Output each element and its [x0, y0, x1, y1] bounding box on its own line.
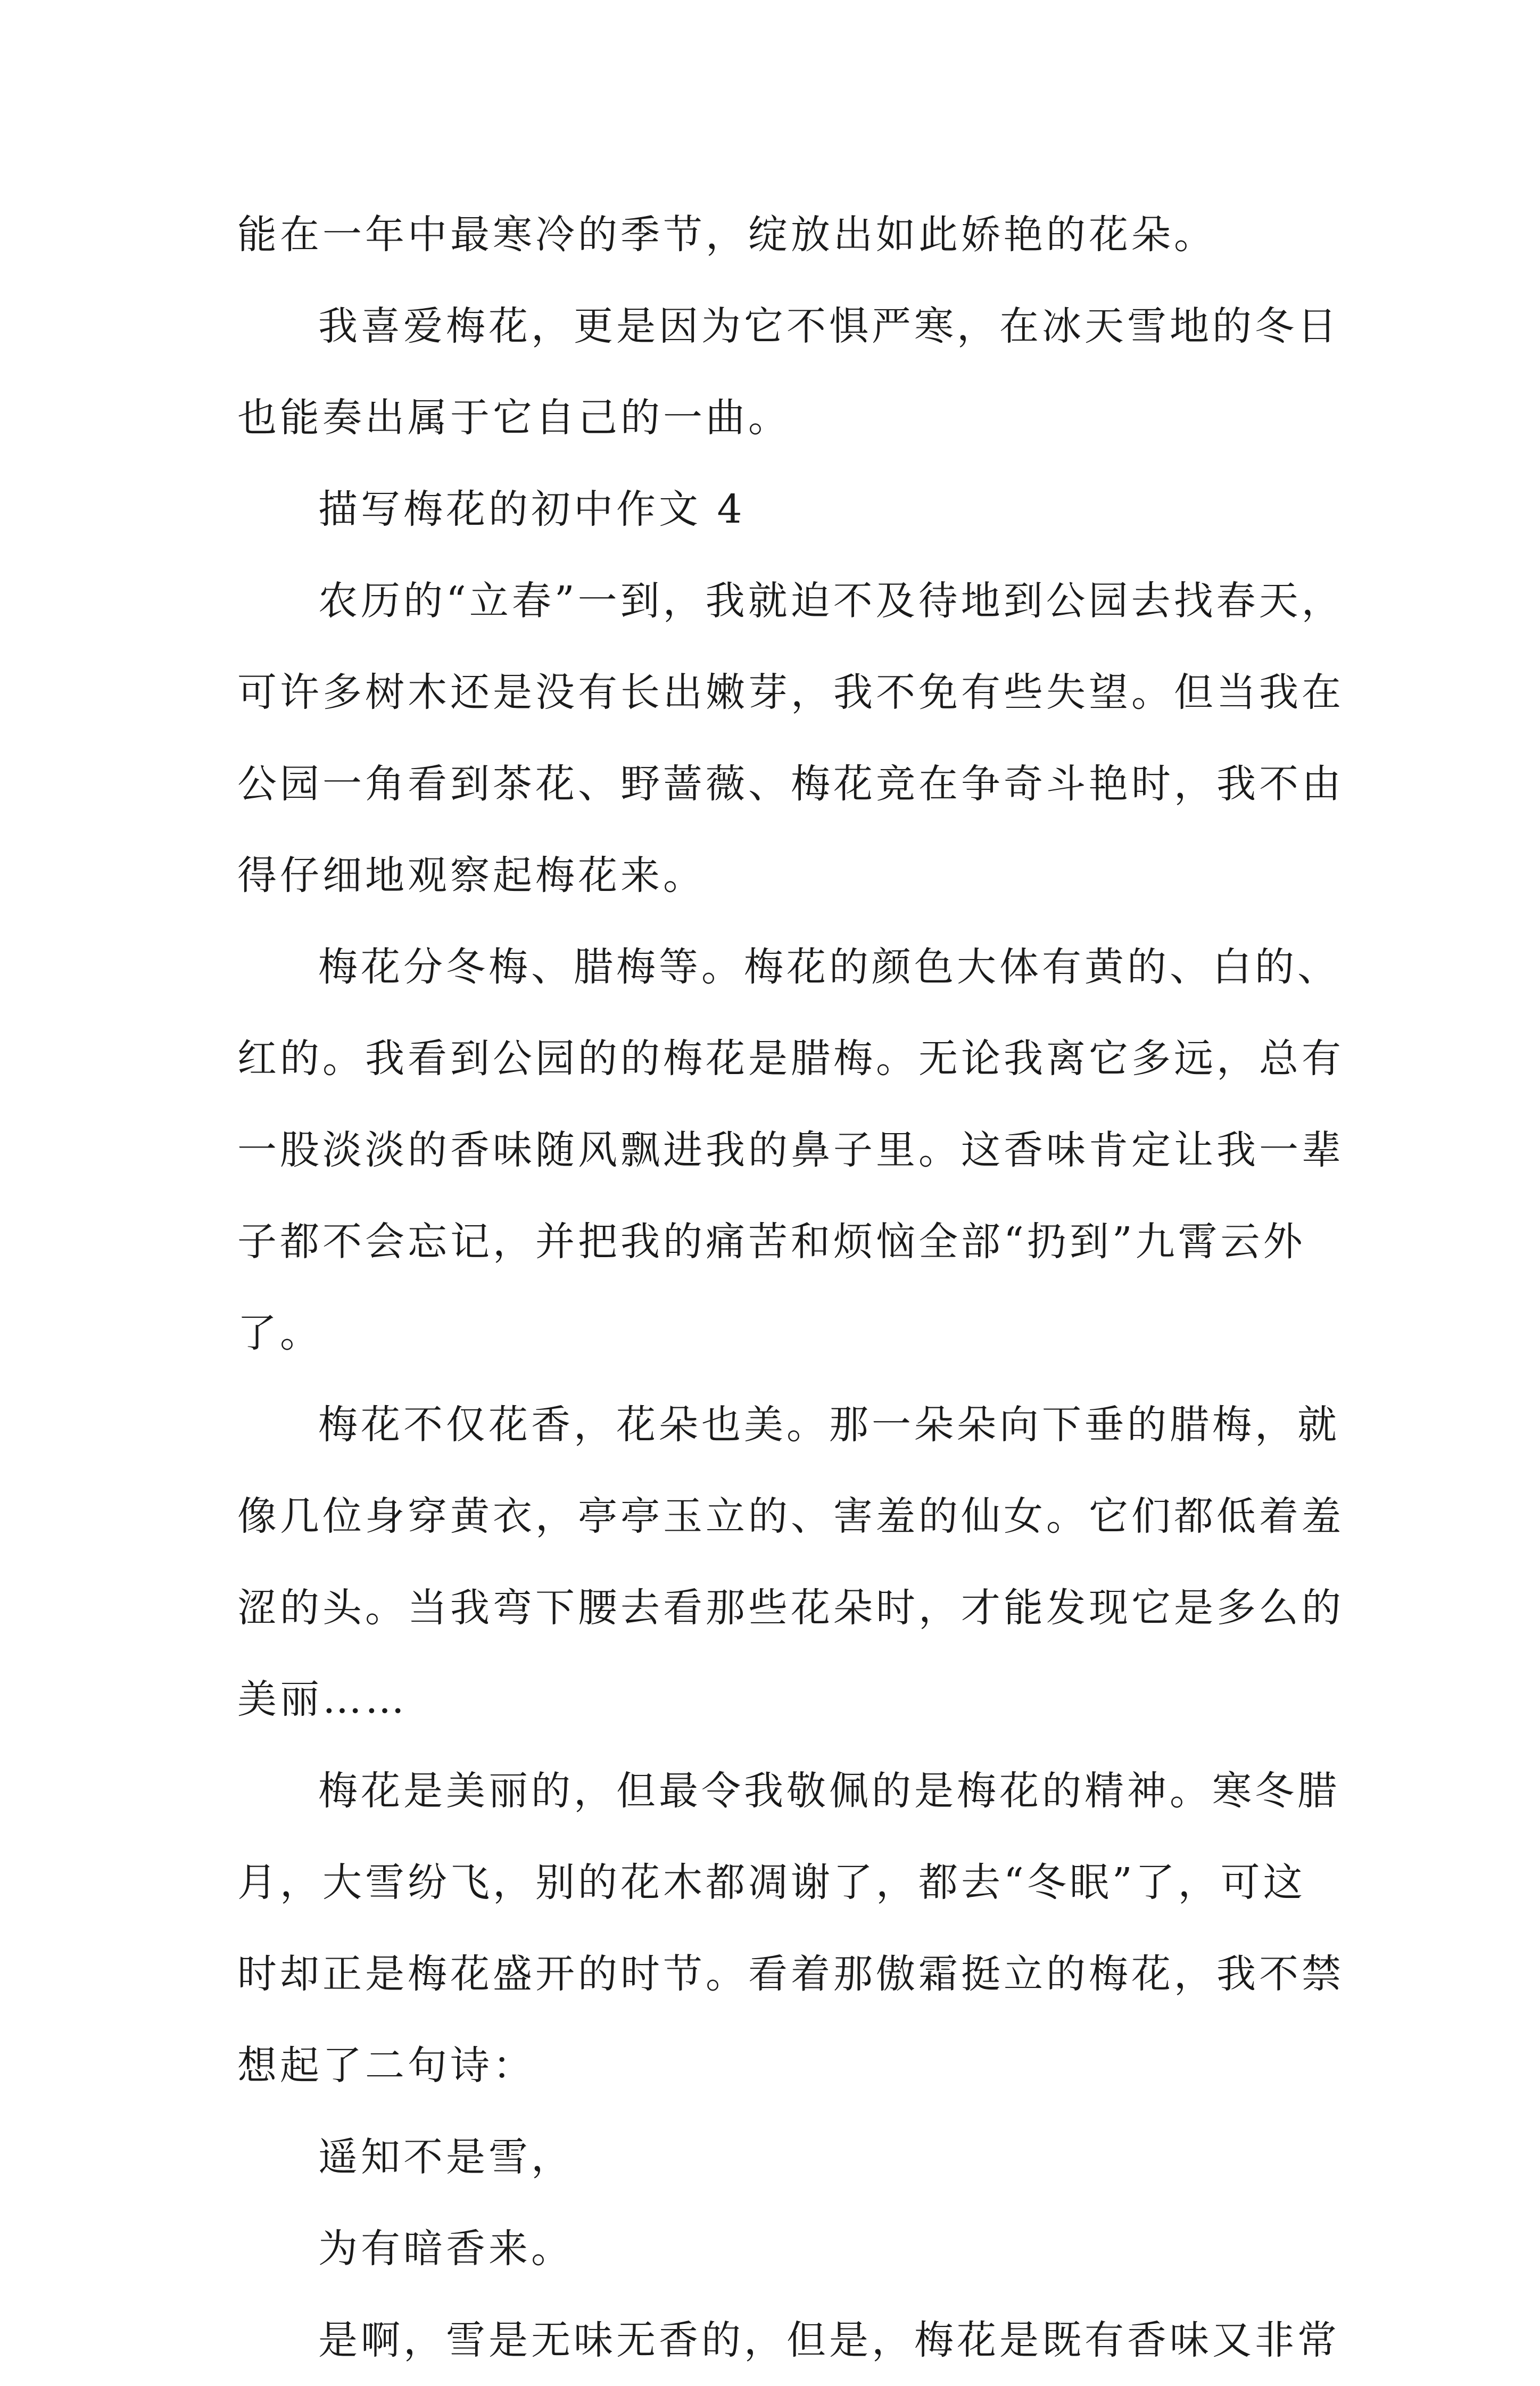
- text-line-12: 子都不会忘记，并把我的痛苦和烦恼全部“扔到”九霄云外: [237, 1219, 1306, 1265]
- text-line-20: 时却正是梅花盛开的时节。看着那傲霜挺立的梅花，我不禁: [237, 1951, 1344, 1997]
- text-line-14: 梅花不仅花香，花朵也美。那一朵朵向下垂的腊梅，就: [318, 1402, 1340, 1448]
- text-line-15: 像几位身穿黄衣，亭亭玉立的、害羞的仙女。它们都低着羞: [237, 1493, 1344, 1539]
- text-line-8: 得仔细地观察起梅花来。: [237, 853, 706, 898]
- text-line-16: 涩的头。当我弯下腰去看那些花朵时，才能发现它是多么的: [237, 1585, 1344, 1631]
- text-line-9: 梅花分冬梅、腊梅等。梅花的颜色大体有黄的、白的、: [318, 944, 1340, 990]
- text-line-21: 想起了二句诗：: [237, 2043, 535, 2088]
- text-line-3: 也能奏出属于它自己的一曲。: [237, 395, 791, 441]
- essay-text: [237, 189, 1344, 2386]
- text-line-1: 能在一年中最寒冷的季节，绽放出如此娇艳的花朵。: [237, 212, 1216, 258]
- text-line-19: 月，大雪纷飞，别的花木都凋谢了，都去“冬眠”了，可这: [237, 1860, 1306, 1905]
- poem-line-2: 为有暗香来。: [318, 2226, 574, 2272]
- text-line-11: 一股淡淡的香味随风飘进我的鼻子里。这香味肯定让我一辈: [237, 1127, 1344, 1173]
- text-line-2: 我喜爱梅花，更是因为它不惧严寒，在冰天雪地的冬日: [318, 303, 1340, 349]
- text-line-17: 美丽……: [237, 1677, 408, 1722]
- essay-heading: 描写梅花的初中作文 4: [318, 486, 746, 532]
- text-line-7: 公园一角看到茶花、野蔷薇、梅花竞在争奇斗艳时，我不由: [237, 761, 1344, 807]
- poem-line-1: 遥知不是雪，: [318, 2134, 574, 2180]
- text-line-5: 农历的“立春”一到，我就迫不及待地到公园去找春天，: [318, 578, 1344, 624]
- text-line-10: 红的。我看到公园的的梅花是腊梅。无论我离它多远，总有: [237, 1036, 1344, 1081]
- text-line-18: 梅花是美丽的，但最令我敬佩的是梅花的精神。寒冬腊: [318, 1768, 1340, 1814]
- text-line-6: 可许多树木还是没有长出嫩芽，我不免有些失望。但当我在: [237, 670, 1344, 715]
- text-line-13: 了。: [237, 1310, 322, 1356]
- text-line-24: 是啊，雪是无味无香的，但是，梅花是既有香味又非常: [318, 2317, 1340, 2363]
